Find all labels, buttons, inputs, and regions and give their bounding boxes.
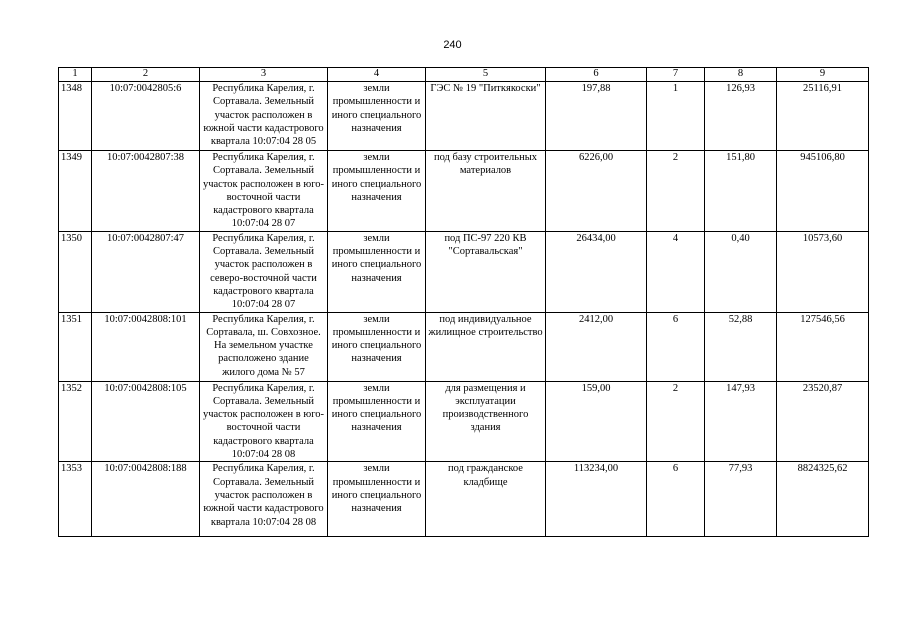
column-7-value: 6 (647, 312, 705, 381)
column-header: 7 (647, 68, 705, 82)
land-category: земли промышленности и иного специального назначения (328, 381, 426, 462)
location-address: Республика Карелия, г. Сортавала. Земельный участок расположен в северо-восточной части кадастрового квартала 10:07:04 28 07 (200, 231, 328, 312)
column-9-value: 10573,60 (777, 231, 869, 312)
column-8-value: 147,93 (705, 381, 777, 462)
location-address: Республика Карелия, г. Сортавала. Земельный участок расположен в южной части кадастрового квартала 10:07:04 28 08 (200, 462, 328, 537)
header-row (59, 68, 869, 82)
row-number: 1348 (59, 82, 92, 151)
column-7-value: 6 (647, 462, 705, 537)
column-9-value: 127546,56 (777, 312, 869, 381)
column-7-value: 4 (647, 231, 705, 312)
row-number: 1350 (59, 231, 92, 312)
land-category: земли промышленности и иного специального назначения (328, 82, 426, 151)
area-value: 197,88 (546, 82, 647, 151)
column-9-value: 8824325,62 (777, 462, 869, 537)
column-header: 5 (426, 68, 546, 82)
land-register-table (58, 67, 869, 537)
table-row (59, 231, 869, 312)
row-number: 1351 (59, 312, 92, 381)
area-value: 113234,00 (546, 462, 647, 537)
column-header: 2 (92, 68, 200, 82)
permitted-use: под индивидуальное жилищное строительство (426, 312, 546, 381)
permitted-use: под базу строительных материалов (426, 151, 546, 232)
location-address: Республика Карелия, г. Сортавала. Земельный участок расположен в юго-восточной части кадастрового квартала 10:07:04 28 07 (200, 151, 328, 232)
column-9-value: 25116,91 (777, 82, 869, 151)
column-8-value: 151,80 (705, 151, 777, 232)
row-number: 1352 (59, 381, 92, 462)
column-9-value: 23520,87 (777, 381, 869, 462)
cadastral-number: 10:07:0042807:47 (92, 231, 200, 312)
area-value: 2412,00 (546, 312, 647, 381)
column-8-value: 126,93 (705, 82, 777, 151)
column-header: 4 (328, 68, 426, 82)
cadastral-number: 10:07:0042805:6 (92, 82, 200, 151)
page-number: 240 (443, 39, 462, 51)
table-row (59, 462, 869, 537)
column-7-value: 2 (647, 381, 705, 462)
column-header: 8 (705, 68, 777, 82)
land-category: земли промышленности и иного специального назначения (328, 462, 426, 537)
location-address: Республика Карелия, г. Сортавала. Земельный участок расположен в юго-восточной части кадастрового квартала 10:07:04 28 08 (200, 381, 328, 462)
area-value: 26434,00 (546, 231, 647, 312)
column-8-value: 77,93 (705, 462, 777, 537)
land-category: земли промышленности и иного специального назначения (328, 312, 426, 381)
column-header: 3 (200, 68, 328, 82)
location-address: Республика Карелия, г. Сортавала. Земельный участок расположен в южной части кадастрового квартала 10:07:04 28 05 (200, 82, 328, 151)
cadastral-number: 10:07:0042808:188 (92, 462, 200, 537)
permitted-use: для размещения и эксплуатации производственного здания (426, 381, 546, 462)
table-row (59, 82, 869, 151)
table-row (59, 381, 869, 462)
area-value: 159,00 (546, 381, 647, 462)
column-header: 9 (777, 68, 869, 82)
area-value: 6226,00 (546, 151, 647, 232)
permitted-use: под гражданское кладбище (426, 462, 546, 537)
column-header: 6 (546, 68, 647, 82)
row-number: 1349 (59, 151, 92, 232)
table-row (59, 312, 869, 381)
cadastral-number: 10:07:0042808:105 (92, 381, 200, 462)
column-7-value: 2 (647, 151, 705, 232)
cadastral-number: 10:07:0042807:38 (92, 151, 200, 232)
location-address: Республика Карелия, г. Сортавала, ш. Совхозное. На земельном участке расположено здание жилого дома № 57 (200, 312, 328, 381)
land-category: земли промышленности и иного специального назначения (328, 231, 426, 312)
column-8-value: 52,88 (705, 312, 777, 381)
cadastral-number: 10:07:0042808:101 (92, 312, 200, 381)
permitted-use: ГЭС № 19 "Питкякоски" (426, 82, 546, 151)
column-9-value: 945106,80 (777, 151, 869, 232)
permitted-use: под ПС-97 220 КВ "Сортавальская" (426, 231, 546, 312)
column-header: 1 (59, 68, 92, 82)
column-8-value: 0,40 (705, 231, 777, 312)
table-row (59, 151, 869, 232)
land-category: земли промышленности и иного специального назначения (328, 151, 426, 232)
row-number: 1353 (59, 462, 92, 537)
column-7-value: 1 (647, 82, 705, 151)
